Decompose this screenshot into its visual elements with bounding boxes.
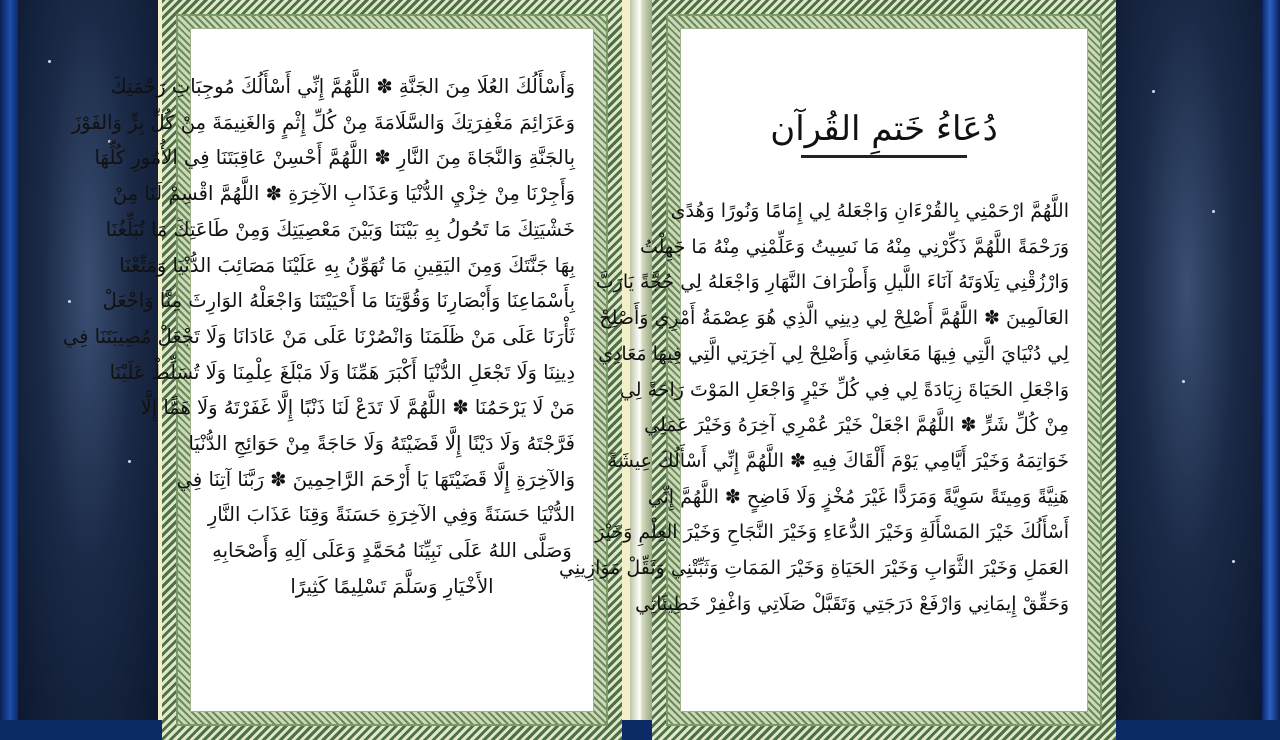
text-line: وَاجْعَلِ الحَيَاةَ زِيَادَةً لِي فِي كُلِّ خَيْرٍ وَاجْعَلِ المَوْتَ رَاحَةً لِي bbox=[619, 378, 1069, 401]
text-line: اللَّهُمَّ ارْحَمْنِي بِالقُرْءَانِ وَاجْعَلهُ لِي إِمَامًا وَنُورًا وَهُدًى bbox=[670, 200, 1069, 222]
text-line: وَأَجِرْنَا مِنْ خِزْيِ الدُّنْيَا وَعَذَابِ الآخِرَةِ ✽ اللَّهُمَّ اقْسِمْ لَنَا مِنْ bbox=[112, 182, 575, 206]
text-line: مِنْ كُلِّ شَرٍّ ✽ اللَّهُمَّ اجْعَلْ خَيْرَ عُمْرِي آخِرَهُ وَخَيْرَ عَمَلِي bbox=[644, 414, 1069, 437]
text-line: فَرَّجْتَهُ وَلَا دَيْنًا إِلَّا قَضَيْتَهُ وَلَا حَاجَةً مِنْ حَوَائِجِ الدُّنْيَا bbox=[188, 432, 575, 456]
star bbox=[1152, 90, 1155, 93]
text-line: وَرَحْمَةً اللَّهُمَّ ذَكِّرْنِي مِنْهُ مَا نَسِيتُ وَعَلِّمْنِي مِنْهُ مَا جَهِلْتُ bbox=[639, 235, 1069, 258]
text-line: ثَأْرَنَا عَلَى مَنْ ظَلَمَنَا وَانْصُرْنَا عَلَى مَنْ عَادَانَا وَلَا تَجْعَلْ مُصِيبَتَنَا فِي bbox=[62, 324, 575, 348]
text-line: وَعَزَائِمَ مَغْفِرَتِكَ وَالسَّلَامَةَ مِنْ كُلِّ إِثْمٍ وَالغَنِيمَةَ مِنْ كُلِّ بِرٍّ وَالفَوْزَ bbox=[71, 110, 575, 134]
star bbox=[1232, 560, 1235, 563]
text-line: مَنْ لَا يَرْحَمُنَا ✽ اللَّهُمَّ لَا تَدَعْ لَنَا ذَنْبًا إِلَّا غَفَرْتَهُ وَلَا هَمًّا إِلَّا bbox=[140, 396, 575, 420]
text-line: بِأَسْمَاعِنَا وَأَبْصَارِنَا وَقُوَّتِنَا مَا أَحْيَيْتَنَا وَاجْعَلْهُ الوَارِثَ مِنَّا وَاجْعَلْ bbox=[102, 289, 575, 313]
text-line: بِالجَنَّةِ وَالنَّجَاةَ مِنَ النَّارِ ✽ اللَّهُمَّ أَحْسِنْ عَاقِبَتَنَا فِي الأُمُورِ كُلِّهَا bbox=[94, 146, 575, 170]
text-line: بِهَا جَنَّتَكَ وَمِنَ اليَقِينِ مَا تُهَوِّنُ بِهِ عَلَيْنَا مَصَائِبَ الدُّنْيَا وَمَتِّعْنَا bbox=[119, 253, 575, 277]
right-page bbox=[559, 0, 1116, 740]
title-underline bbox=[801, 155, 967, 158]
text-line: وَحَقِّقْ إِيمَانِي وَارْفَعْ دَرَجَتِي وَتَقَبَّلْ صَلَاتِي وَاغْفِرْ خَطِيئَاتِي bbox=[635, 592, 1069, 615]
star bbox=[1182, 380, 1185, 383]
text-line: الأَخْيَارِ وَسَلَّمَ تَسْلِيمًا كَثِيرًا bbox=[290, 574, 494, 598]
star bbox=[68, 300, 71, 303]
text-line: خَشْيَتِكَ مَا تَحُولُ بِهِ بَيْنَنَا وَبَيْنَ مَعْصِيَتِكَ وَمِنْ طَاعَتِكَ مَا تُبَلِّغُنَا bbox=[105, 217, 575, 241]
right-page-text bbox=[559, 194, 1069, 622]
left-page-panel bbox=[62, 28, 594, 712]
star bbox=[48, 60, 51, 63]
left-page bbox=[62, 0, 622, 740]
text-line: وَارْزُقْنِي تِلَاوَتَهُ آنَاءَ اللَّيلِ وَأَطْرَافَ النَّهَارِ وَاجْعَلهُ لِي حُجَّةً يَارَبَّ bbox=[595, 271, 1069, 294]
text-line: الدُّنْيَا حَسَنَةً وَفِي الآخِرَةِ حَسَنَةً وَقِنَا عَذَابَ النَّارِ bbox=[207, 503, 575, 527]
text-line: وَالآخِرَةِ إِلَّا قَضَيْتَهَا يَا أَرْحَمَ الرَّاحِمِينَ ✽ رَبَّنَا آتِنَا فِي bbox=[176, 467, 575, 491]
text-line: العَمَلِ وَخَيْرَ الثَّوَابِ وَخَيْرَ الحَيَاةِ وَخَيْرَ المَمَاتِ وَثَبِّتْنِي وَثَقِّلْ مَوَازِينِي bbox=[559, 557, 1069, 580]
text-line: خَوَاتِمَهُ وَخَيْرَ أَيَّامِي يَوْمَ أَلْقَاكَ فِيهِ ✽ اللَّهُمَّ إِنِّي أَسْأَلُكَ عِيشَةً bbox=[607, 449, 1069, 472]
star bbox=[1212, 210, 1215, 213]
text-line: هَنِيَّةً وَمِيتَةً سَوِيَّةً وَمَرَدًّا غَيْرَ مُخْزٍ وَلَا فَاضِحٍ ✽ اللَّهُمَّ إِنِّي bbox=[647, 485, 1069, 508]
text-line: وَأَسْأَلُكَ العُلَا مِنَ الجَنَّةِ ✽ اللَّهُمَّ إِنِّي أَسْأَلُكَ مُوجِبَاتِ رَحْمَتِكَ bbox=[110, 75, 575, 98]
text-line: لِي دُنْيَايَ الَّتِي فِيهَا مَعَاشِي وَأَصْلِحْ لِي آخِرَتِي الَّتِي فِيهَا مَعَادِي bbox=[598, 342, 1069, 365]
right-night-sky bbox=[1112, 0, 1262, 720]
text-line: وَصَلَّى اللهُ عَلَى نَبِيِّنَا مُحَمَّدٍ وَعَلَى آلِهِ وَأَصْحَابِهِ bbox=[212, 539, 572, 563]
text-line: دِينِنَا وَلَا تَجْعَلِ الدُّنْيَا أَكْبَرَ هَمِّنَا وَلَا مَبْلَغَ عِلْمِنَا وَلَا تُسَلِّطْ عَلَيْنَا bbox=[109, 360, 575, 384]
text-line: أَسْأَلُكَ خَيْرَ المَسْأَلَةِ وَخَيْرَ الدُّعَاءِ وَخَيْرَ النَّجَاحِ وَخَيْرَ العِلْمِ وَخَيْرَ bbox=[595, 521, 1069, 544]
text-line: العَالَمِينَ ✽ اللَّهُمَّ أَصْلِحْ لِي دِينِي الَّذِي هُوَ عِصْمَةُ أَمْرِي وَأَصْلِحْ bbox=[599, 307, 1069, 330]
left-page-text bbox=[62, 69, 575, 605]
page-title bbox=[681, 109, 1087, 149]
star bbox=[128, 460, 131, 463]
right-page-panel bbox=[559, 28, 1088, 712]
page-title-text: دُعَاءُ خَتمِ القُرآن bbox=[770, 109, 998, 149]
